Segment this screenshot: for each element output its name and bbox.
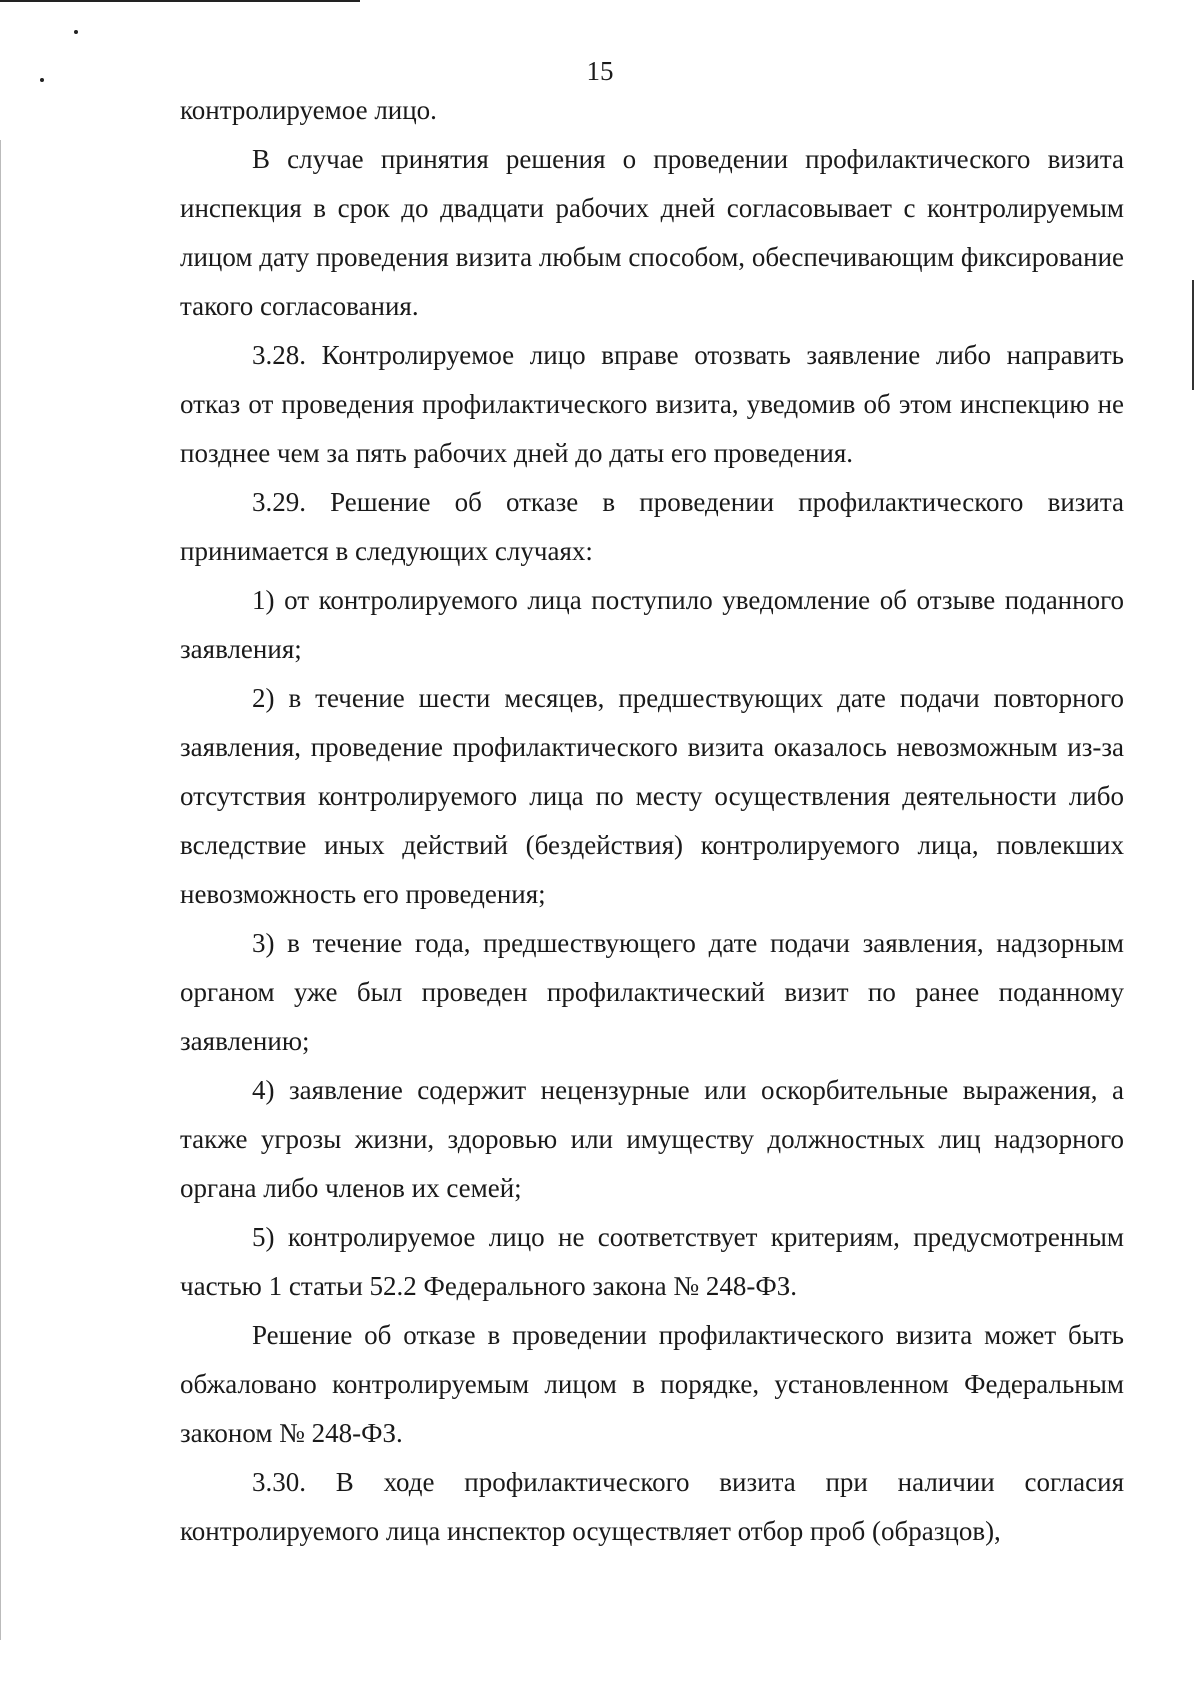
list-item: 2) в течение шести месяцев, предшествующих дате подачи повторного заявления, проведение профилактического визита оказалось невозможным из-за отсутствия контролируемого лица по месту осуществления деятельности либо вследствие иных действий (бездействия) контролируемого лица, повлекших невозможность его проведения;	[180, 683, 1124, 909]
paragraph: контролируемое лицо.	[180, 95, 437, 125]
document-body	[180, 86, 1124, 1556]
list-item: 4) заявление содержит нецензурные или оскорбительные выражения, а также угрозы жизни, здоровью или имуществу должностных лиц надзорного органа либо членов их семей;	[180, 1075, 1124, 1203]
paragraph: В случае принятия решения о проведении профилактического визита инспекция в срок до двадцати рабочих дней согласовывает с контролируемым лицом дату проведения визита любым способом, обеспечивающим фиксирование такого согласования.	[180, 144, 1124, 321]
scan-speck	[74, 30, 78, 34]
list-item: 3) в течение года, предшествующего дате подачи заявления, надзорным органом уже был проведен профилактический визит по ранее поданному заявлению;	[180, 928, 1124, 1056]
scan-edge-right	[1192, 280, 1194, 390]
paragraph: 3.30. В ходе профилактического визита при наличии согласия контролируемого лица инспектор осуществляет отбор проб (образцов),	[180, 1467, 1124, 1546]
paragraph: 3.29. Решение об отказе в проведении профилактического визита принимается в следующих случаях:	[180, 487, 1124, 566]
paragraph: 3.28. Контролируемое лицо вправе отозвать заявление либо направить отказ от проведения профилактического визита, уведомив об этом инспекцию не позднее чем за пять рабочих дней до даты его проведения.	[180, 340, 1124, 468]
scan-edge-top	[0, 0, 360, 2]
list-item: 5) контролируемое лицо не соответствует критериям, предусмотренным частью 1 статьи 52.2 Федерального закона № 248-ФЗ.	[180, 1222, 1124, 1301]
list-item: 1) от контролируемого лица поступило уведомление об отзыве поданного заявления;	[180, 585, 1124, 664]
paragraph: Решение об отказе в проведении профилактического визита может быть обжаловано контролируемым лицом в порядке, установленном Федеральным законом № 248-ФЗ.	[180, 1320, 1124, 1448]
scan-edge-left	[0, 140, 1, 1640]
page-number: 15	[586, 56, 614, 86]
